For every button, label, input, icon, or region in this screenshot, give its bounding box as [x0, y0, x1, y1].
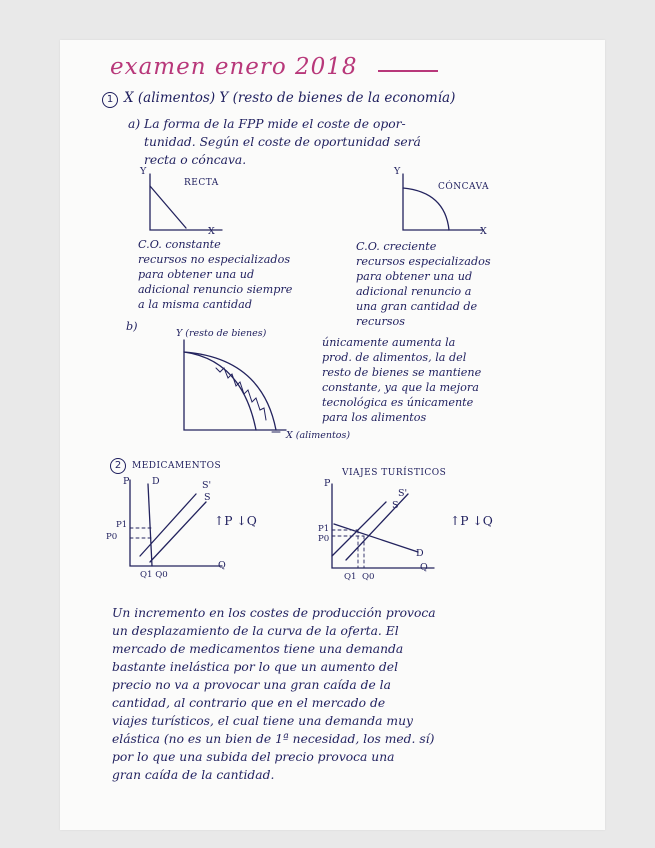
- travel-q0-label: Q0: [362, 572, 375, 582]
- q1a-line-1: a) La forma de la FPP mide el coste de opor-: [128, 117, 406, 131]
- travel-effect: ↑P ↓Q: [450, 514, 493, 528]
- ppf-shift-arrows: [216, 368, 266, 420]
- medicines-p-label: P: [123, 476, 130, 487]
- medicines-effect: ↑P ↓Q: [214, 514, 257, 528]
- medicines-s1-label: S': [202, 480, 212, 491]
- travel-d-label: D: [416, 548, 424, 559]
- ppf-straight-text-2: recursos no especializados: [138, 253, 291, 266]
- travel-s-label: S: [392, 500, 399, 511]
- medicines-graph-title: MEDICAMENTOS: [132, 461, 222, 471]
- medicines-s-label: S: [204, 492, 211, 503]
- travel-p-label: P: [324, 478, 331, 489]
- medicines-d-label: D: [152, 476, 160, 487]
- ppf-straight-text-1: C.O. constante: [138, 238, 221, 251]
- ppf-straight-x-label: X: [208, 226, 215, 237]
- travel-q-label: Q: [420, 562, 428, 573]
- ppf-straight-text-4: adicional renuncio siempre: [138, 283, 293, 296]
- q1b-text-4: constante, ya que la mejora: [322, 381, 479, 394]
- q1b-text-3: resto de bienes se mantiene: [322, 366, 482, 379]
- travel-supply-shifted-curve: [346, 494, 408, 560]
- q2-text-8: elástica (no es un bien de 1ª necesidad, los med. sí): [112, 732, 435, 746]
- title-underline: [378, 70, 438, 72]
- medicines-p1-label: P1: [116, 520, 128, 530]
- q1b-label: b): [126, 320, 138, 333]
- ppf-straight-line: [150, 186, 186, 228]
- ppf-concave-graph: [393, 170, 493, 240]
- ppf-concave-text-4: adicional renuncio a: [356, 285, 472, 298]
- medicines-q-labels: Q1 Q0: [140, 570, 168, 580]
- ppf-original-curve: [184, 352, 256, 430]
- notebook-page: [60, 40, 605, 830]
- q1a-line-2: tunidad. Según el coste de oportunidad será: [144, 135, 421, 149]
- page-title: examen enero 2018: [110, 54, 358, 80]
- travel-q1-label: Q1: [344, 572, 357, 582]
- ppf-concave-x-label: X: [480, 226, 487, 237]
- medicines-demand-curve: [148, 484, 152, 566]
- q2-text-5: precio no va a provocar una gran caída de la: [112, 678, 391, 692]
- ppf-concave-y-label: Y: [394, 166, 401, 177]
- q1a-line-3: recta o cóncava.: [144, 153, 247, 167]
- q1b-x-label: X (alimentos): [286, 430, 351, 441]
- ppf-concave-curve: [403, 188, 449, 230]
- ppf-concave-text-3: para obtener una ud: [356, 270, 473, 283]
- question-1-heading: X (alimentos) Y (resto de bienes de la economía): [124, 90, 456, 106]
- ppf-concave-text-5: una gran cantidad de: [356, 300, 478, 313]
- ppf-straight-y-label: Y: [140, 166, 147, 177]
- question-1-number: 1: [102, 92, 118, 108]
- travel-graph-title: VIAJES TURÍSTICOS: [342, 468, 447, 478]
- q1b-text-5: tecnológica es únicamente: [322, 396, 474, 409]
- medicines-p0-label: P0: [106, 532, 118, 542]
- q1b-y-label: Y (resto de bienes): [176, 328, 267, 339]
- ppf-concave-curve-label: CÓNCAVA: [438, 182, 489, 192]
- q1b-text-6: para los alimentos: [322, 411, 427, 424]
- question-2-number: 2: [110, 458, 126, 474]
- q2-text-9: por lo que una subida del precio provoca una: [112, 750, 395, 764]
- ppf-straight-text-5: a la misma cantidad: [138, 298, 252, 311]
- ppf-concave-text-2: recursos especializados: [356, 255, 491, 268]
- q2-text-10: gran caída de la cantidad.: [112, 768, 275, 782]
- q2-text-2: un desplazamiento de la curva de la oferta. El: [112, 624, 399, 638]
- ppf-concave-text-6: recursos: [356, 315, 406, 328]
- ppf-straight-text-3: para obtener una ud: [138, 268, 255, 281]
- q2-text-6: cantidad, al contrario que en el mercado de: [112, 696, 386, 710]
- travel-s1-label: S': [398, 488, 408, 499]
- medicines-q-label: Q: [218, 560, 226, 571]
- q2-text-4: bastante inelástica por lo que un aumento del: [112, 660, 399, 674]
- q2-text-7: viajes turísticos, el cual tiene una demanda muy: [112, 714, 413, 728]
- q2-text-1: Un incremento en los costes de producción provoca: [112, 606, 436, 620]
- ppf-concave-text-1: C.O. creciente: [356, 240, 437, 253]
- ppf-shifted-curve: [184, 352, 276, 430]
- q1b-text-1: únicamente aumenta la: [322, 336, 456, 349]
- ppf-shift-graph: [176, 338, 296, 442]
- ppf-straight-curve-label: RECTA: [184, 178, 219, 188]
- travel-supply-curve: [332, 502, 386, 556]
- q2-text-3: mercado de medicamentos tiene una demanda: [112, 642, 404, 656]
- travel-p0-label: P0: [318, 534, 330, 544]
- q1b-text-2: prod. de alimentos, la del: [322, 351, 467, 364]
- medicines-supply-shifted-curve: [150, 502, 206, 562]
- travel-p1-label: P1: [318, 524, 330, 534]
